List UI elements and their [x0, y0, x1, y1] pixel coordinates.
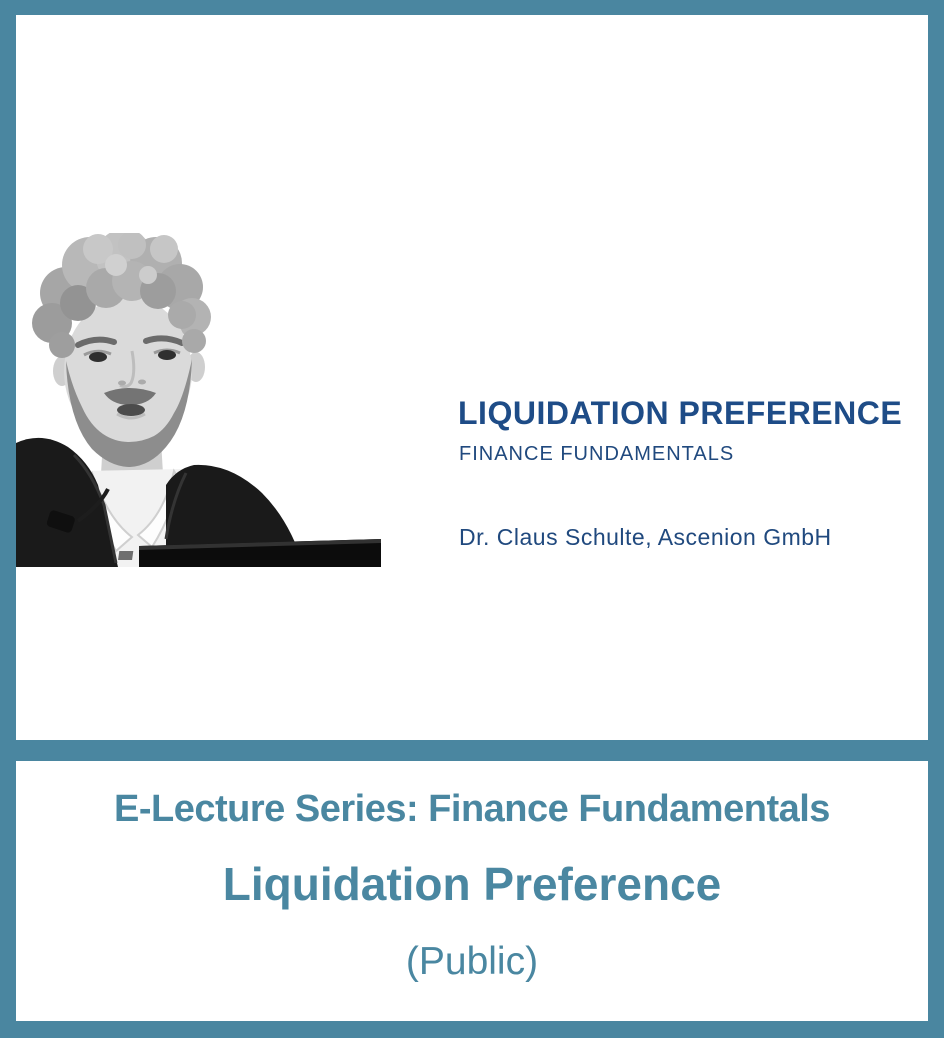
caption-series: E-Lecture Series: Finance Fundamentals	[114, 788, 830, 830]
video-thumbnail[interactable]	[16, 15, 928, 740]
presenter-photo	[16, 233, 396, 567]
divider-bar	[16, 740, 928, 761]
slide-title: LIQUIDATION PREFERENCE	[458, 395, 903, 431]
caption-panel	[16, 761, 928, 1021]
slide-author: Dr. Claus Schulte, Ascenion GmbH	[459, 524, 832, 550]
caption-title: Liquidation Preference	[222, 858, 722, 910]
slide-subtitle: FINANCE FUNDAMENTALS	[459, 443, 735, 465]
caption-visibility-badge: (Public)	[405, 940, 539, 983]
